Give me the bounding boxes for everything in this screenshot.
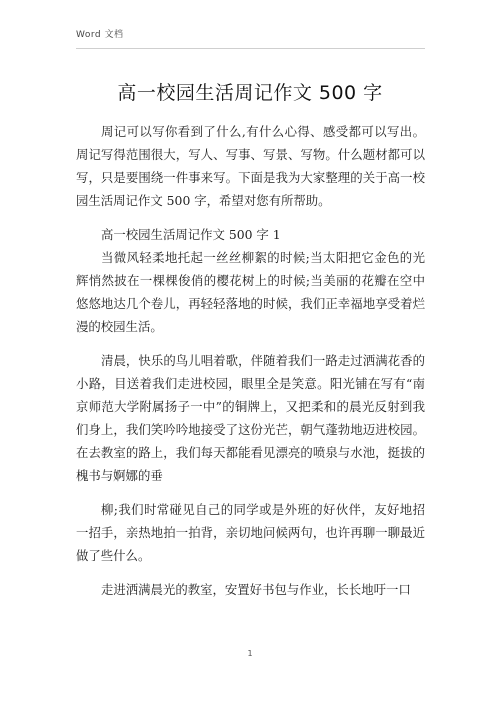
spacer: [76, 567, 425, 578]
spacer: [76, 338, 425, 349]
body-paragraph-1: 当微风轻柔地托起一丝丝柳絮的时候;当太阳把它金色的光辉悄然披在一棵棵俊俏的樱花树上的时候;当美丽的花瓣在空中悠悠地达几个卷儿，再轻轻落地的时候，我们正幸福地享受着烂漫的校园生活。: [76, 250, 425, 334]
spacer: [76, 212, 425, 223]
body-paragraph-3: 柳;我们时常碰见自己的同学或是外班的好伙伴，友好地招一招手，亲热地拍一拍背，亲切地问候两句，也许再聊一聊最近做了些什么。: [76, 502, 425, 563]
spacer: [76, 487, 425, 498]
section-heading: 高一校园生活周记作文 500 字 1: [101, 227, 281, 242]
header-divider: [76, 48, 425, 49]
document-body: [76, 120, 425, 601]
page-number: 1: [247, 649, 253, 658]
body-paragraph-4: 走进洒满晨光的教室，安置好书包与作业，长长地吁一口: [101, 582, 411, 597]
header-label: Word 文档: [76, 30, 124, 40]
document-title: 高一校园生活周记作文 500 字: [117, 82, 383, 104]
intro-paragraph: 周记可以写你看到了什么,有什么心得、感受都可以写出。周记写得范围很大，写人、写事、写景、写物。什么题材都可以写，只是要围绕一件事来写。下面是我为大家整理的关于高一校园生活周记作文 500 字，希望对您有所帮助。: [76, 124, 425, 208]
body-paragraph-2: 清晨，快乐的鸟儿唱着歌，伴随着我们一路走过洒满花香的小路，目送着我们走进校园，眼里全是笑意。阳光铺在写有“南京师范大学附属扬子一中”的铜牌上，又把柔和的晨光反射到我们身上，我们笑吟吟地接受了这份光芒，朝气蓬勃地迈进校园。在去教室的路上，我们每天都能看见漂亮的喷泉与水池，挺拔的槐书与婀娜的垂: [76, 353, 425, 483]
